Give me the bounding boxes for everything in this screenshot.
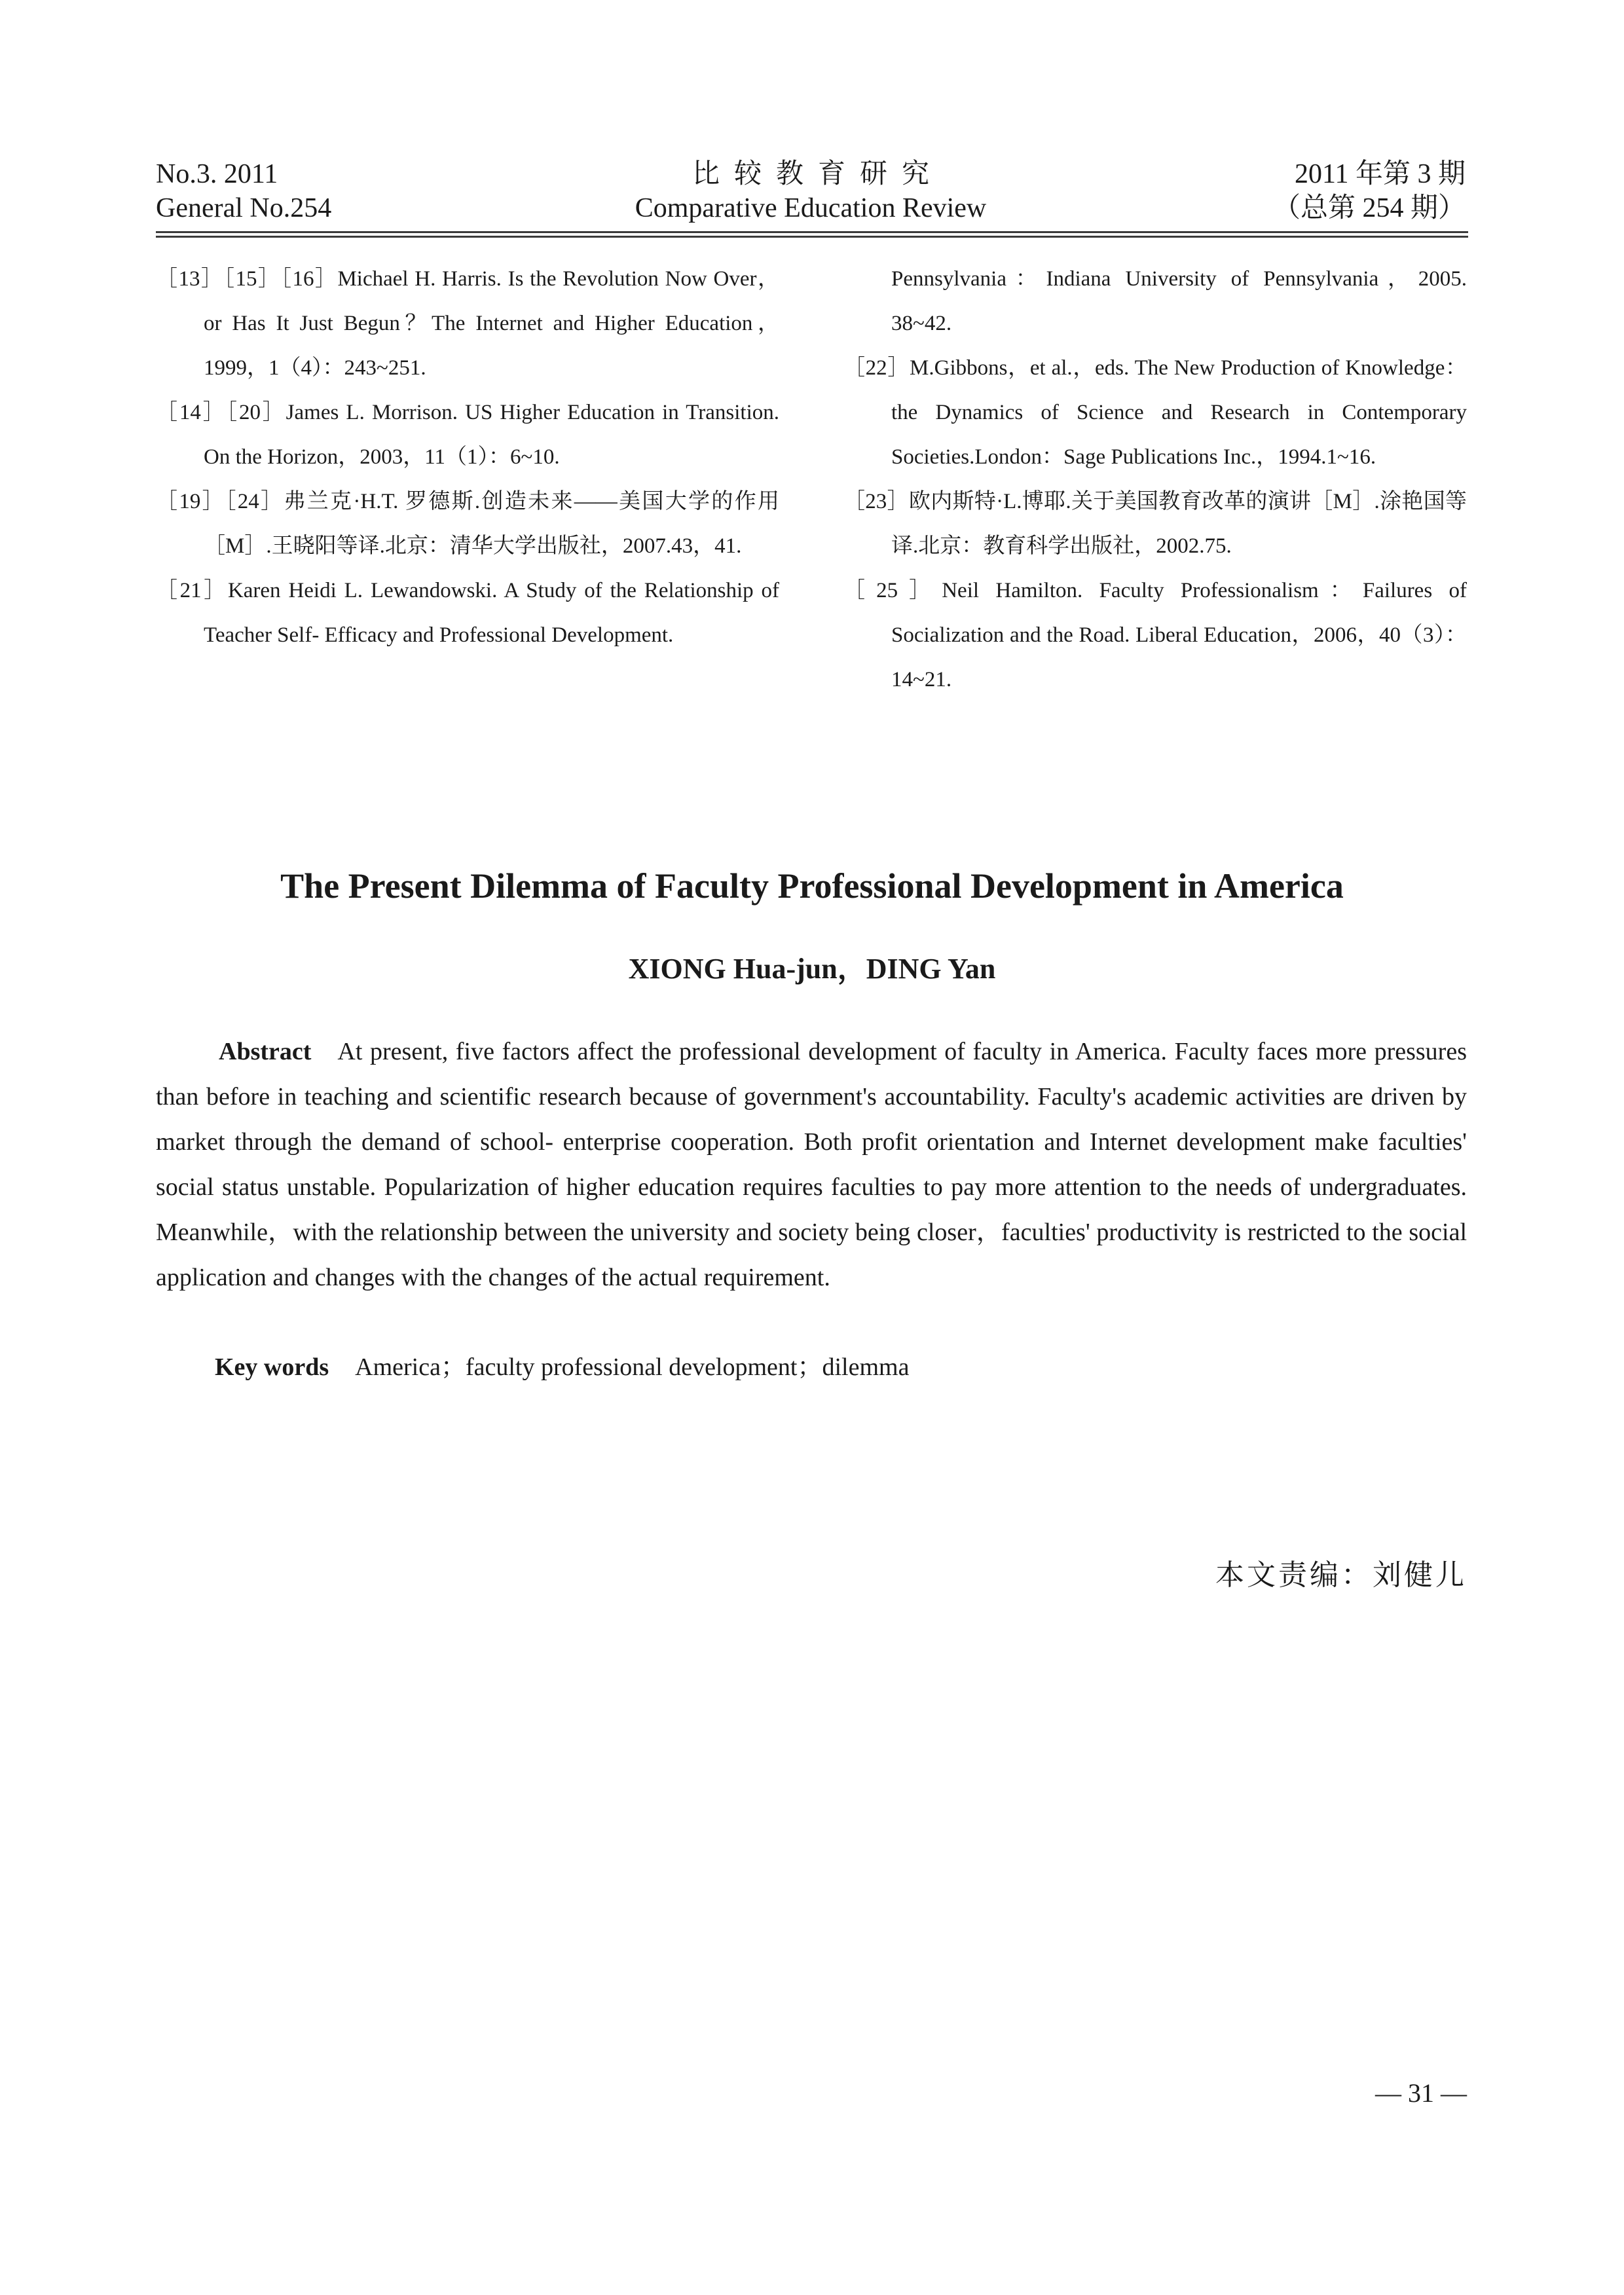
- reference-item: [843, 568, 1467, 702]
- issue-info-chinese: [1273, 157, 1466, 225]
- abstract: [156, 1029, 1467, 1300]
- general-number-chinese: （总第 254 期）: [1272, 193, 1466, 223]
- reference-text: Michael H. Harris. Is the Revolution Now Over，or Has It Just Begun？The Internet and Higher Education，1999，1（4）：243~251.: [204, 267, 779, 380]
- journal-title-chinese: 比较教育研究: [692, 159, 944, 189]
- reference-text: Neil Hamilton. Faculty Professionalism：Failures of Socialization and the Road. Liberal Education，2006，40（3）：14~21.: [891, 579, 1467, 691]
- editor-note: 本文责编：刘健儿: [1215, 1558, 1467, 1592]
- reference-number: ［23］: [843, 490, 909, 513]
- reference-item: [156, 568, 779, 657]
- issue-number: No.3. 2011: [156, 159, 278, 189]
- keywords-label: Key words: [215, 1353, 329, 1381]
- header-rule-bottom: [156, 236, 1468, 238]
- reference-item: [156, 257, 779, 390]
- reference-number: ［19］［24］: [156, 490, 284, 513]
- running-header: [156, 157, 1466, 229]
- reference-item: [156, 479, 779, 568]
- article-title: The Present Dilemma of Faculty Professional Development in America: [280, 866, 1344, 906]
- reference-text: 弗兰克·H.T. 罗德斯.创造未来——美国大学的作用［M］.王晓阳等译.北京：清华大学出版社，2007.43，41.: [204, 490, 780, 558]
- reference-text: 欧内斯特·L.博耶.关于美国教育改革的演讲［M］.涂艳国等译.北京：教育科学出版社，2002.75.: [891, 490, 1467, 558]
- reference-item: [843, 346, 1467, 479]
- reference-text: James L. Morrison. US Higher Education in Transition. On the Horizon，2003，11（1）：6~10.: [204, 401, 779, 469]
- abstract-text: At present, five factors affect the professional development of faculty in America. Faculty faces more pressures than before in teaching and scientific research because of government's accountability. Faculty's academic activities are driven by market through the demand of school- enterprise cooperation. Both profit orientation and Internet development make faculties' social status unstable. Popularization of higher education requires faculties to pay more attention to the needs of undergraduates. Meanwhile，with the relationship between the university and society being closer，faculties' productivity is restricted to the social application and changes with the changes of the actual requirement.: [156, 1038, 1467, 1291]
- page-number: — 31 —: [1375, 2078, 1467, 2108]
- reference-number: ［22］: [843, 356, 910, 380]
- journal-title-english: Comparative Education Review: [635, 193, 987, 223]
- reference-item: [156, 390, 779, 479]
- reference-text: M.Gibbons，et al.，eds. The New Production of Knowledge：the Dynamics of Science and Research in Contemporary Societies.London：Sage Publications Inc.，1994.1~16.: [891, 356, 1467, 469]
- reference-text: Karen Heidi L. Lewandowski. A Study of the Relationship of Teacher Self- Efficacy and Professional Development.: [204, 579, 780, 647]
- keywords-text: America；faculty professional development；dilemma: [355, 1353, 910, 1381]
- keywords: [156, 1345, 1467, 1390]
- reference-number: ［21］: [156, 579, 228, 602]
- reference-item: [843, 479, 1467, 568]
- reference-number: ［25］: [843, 579, 942, 602]
- issue-year-chinese: 2011 年第 3 期: [1295, 159, 1466, 189]
- journal-title: [156, 157, 1466, 225]
- reference-text: Pennsylvania：Indiana University of Pennsylvania，2005. 38~42.: [891, 267, 1467, 335]
- abstract-label: Abstract: [219, 1038, 312, 1065]
- general-number: General No.254: [156, 193, 332, 223]
- reference-number: ［14］［20］: [156, 401, 286, 424]
- references-right-column: [843, 257, 1467, 702]
- reference-continuation: [843, 257, 1467, 346]
- article-authors: XIONG Hua-jun，DING Yan: [628, 953, 996, 985]
- references-left-column: [156, 257, 779, 657]
- header-rule-top: [156, 231, 1468, 233]
- reference-number: ［13］［15］［16］: [156, 267, 338, 291]
